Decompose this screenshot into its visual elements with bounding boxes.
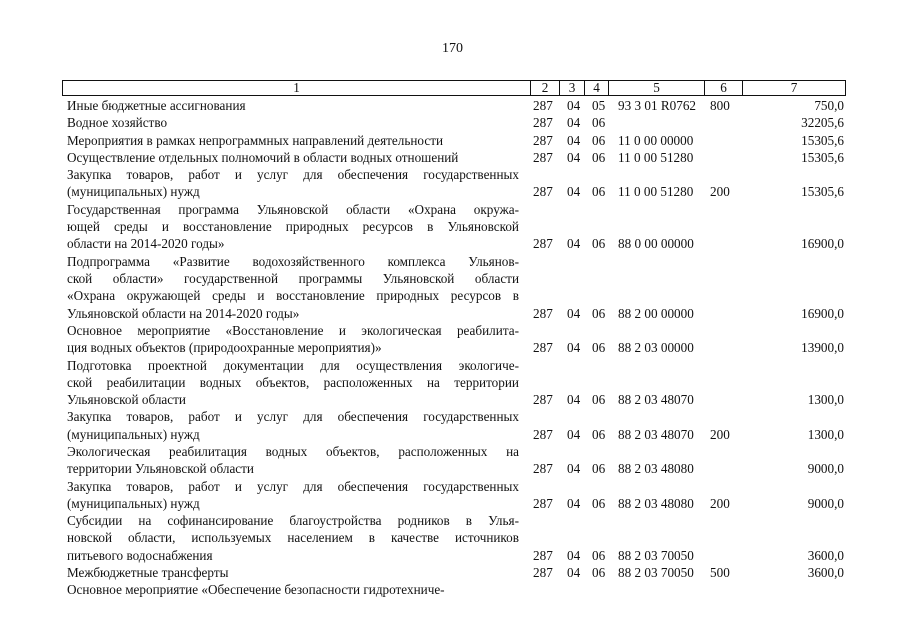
cell-c2: 287 [533, 495, 553, 511]
cell-c2: 287 [533, 461, 553, 477]
description-line: Закупка товаров, работ и услуг для обеспечения государственных [67, 409, 519, 425]
cell-c3: 04 [567, 305, 581, 321]
cell-c7: 750,0 [814, 98, 844, 113]
cell-c7: 3600,0 [807, 547, 844, 563]
description-line: Субсидии на софинансирование благоустройства родников в Улья- [67, 513, 519, 529]
cell-c3: 04 [567, 340, 581, 356]
cell-c4: 06 [592, 426, 606, 442]
description-line: ской реабилитации водных объектов, расположенных на территории [67, 374, 519, 390]
cell-c5: 88 2 03 48080 [618, 461, 694, 477]
cell-c4: 06 [592, 461, 606, 477]
cell-c5: 11 0 00 51280 [618, 184, 694, 200]
cell-c5: 11 0 00 51280 [618, 149, 694, 165]
description-line: Мероприятия в рамках непрограммных направлений деятельности [67, 132, 444, 148]
header-cell-6: 6 [720, 80, 727, 95]
row-description [67, 512, 519, 564]
table-row [0, 166, 905, 201]
cell-c7: 15305,6 [801, 149, 844, 165]
cell-c3: 04 [567, 565, 581, 581]
cell-c3: 04 [567, 495, 581, 511]
cell-c5: 88 2 00 00000 [618, 305, 694, 321]
cell-c7: 9000,0 [807, 461, 844, 477]
cell-c7: 15305,6 [801, 184, 844, 200]
table-row [0, 408, 905, 443]
row-description [67, 114, 519, 131]
cell-c6: 800 [710, 98, 730, 113]
cell-c2: 287 [533, 98, 553, 113]
row-description [67, 581, 519, 598]
cell-c7: 32205,6 [801, 115, 844, 131]
cell-c4: 06 [592, 115, 606, 131]
cell-c2: 287 [533, 132, 553, 148]
row-description [67, 253, 519, 322]
description-line: Подпрограмма «Развитие водохозяйственного комплекса Ульянов- [67, 253, 519, 269]
description-line: ской области» государственной программы Ульяновской области [67, 270, 519, 286]
cell-c3: 04 [567, 149, 581, 165]
cell-c5: 88 2 03 48080 [618, 495, 694, 511]
cell-c4: 06 [592, 392, 606, 408]
header-cell-1: 1 [293, 80, 300, 95]
description-line: Осуществление отдельных полномочий в области водных отношений [67, 149, 459, 165]
cell-c4: 06 [592, 565, 606, 581]
description-line: ция водных объектов (природоохранные мероприятия)» [67, 340, 382, 356]
description-line: области на 2014-2020 годы» [67, 236, 225, 252]
cell-c2: 287 [533, 565, 553, 581]
description-line: Водное хозяйство [67, 115, 168, 131]
cell-c4: 06 [592, 340, 606, 356]
cell-c7: 13900,0 [801, 340, 844, 356]
cell-c3: 04 [567, 184, 581, 200]
cell-c7: 15305,6 [801, 132, 844, 148]
cell-c2: 287 [533, 184, 553, 200]
cell-c7: 1300,0 [807, 392, 844, 408]
table-row [0, 322, 905, 357]
description-line: «Охрана окружающей среды и восстановление природных ресурсов в [67, 288, 519, 304]
description-line: Экологическая реабилитация водных объектов, расположенных на [67, 444, 519, 459]
cell-c5: 88 0 00 00000 [618, 236, 694, 252]
cell-c6: 200 [710, 184, 730, 200]
table-row [0, 512, 905, 564]
cell-c2: 287 [533, 392, 553, 408]
description-line: ющей среды и восстановление природных ресурсов в Ульяновской [67, 219, 519, 235]
cell-c6: 200 [710, 495, 730, 511]
description-line: питьевого водоснабжения [67, 547, 213, 563]
cell-c7: 9000,0 [807, 495, 844, 511]
cell-c2: 287 [533, 426, 553, 442]
row-description [67, 166, 519, 201]
cell-c2: 287 [533, 547, 553, 563]
table-header [62, 80, 846, 96]
row-description [67, 201, 519, 253]
table-row [0, 253, 905, 322]
cell-c3: 04 [567, 426, 581, 442]
row-description [67, 478, 519, 513]
description-line: Закупка товаров, работ и услуг для обеспечения государственных [67, 478, 519, 494]
description-line: Закупка товаров, работ и услуг для обеспечения государственных [67, 167, 519, 183]
description-line: Ульяновской области на 2014-2020 годы» [67, 305, 300, 321]
table-row [0, 478, 905, 513]
cell-c2: 287 [533, 115, 553, 131]
cell-c5: 88 2 03 00000 [618, 340, 694, 356]
header-cell-4: 4 [593, 80, 600, 95]
row-description [67, 408, 519, 443]
cell-c5: 88 2 03 70050 [618, 547, 694, 563]
row-description [67, 97, 519, 114]
cell-c4: 06 [592, 305, 606, 321]
cell-c4: 06 [592, 547, 606, 563]
row-description [67, 322, 519, 357]
cell-c3: 04 [567, 547, 581, 563]
cell-c7: 16900,0 [801, 305, 844, 321]
description-line: (муниципальных) нужд [67, 495, 200, 511]
row-description [67, 132, 519, 149]
description-line: (муниципальных) нужд [67, 426, 200, 442]
row-description [67, 357, 519, 409]
cell-c4: 06 [592, 132, 606, 148]
description-line: Основное мероприятие «Обеспечение безопасности гидротехниче- [67, 582, 445, 598]
cell-c3: 04 [567, 392, 581, 408]
row-description [67, 564, 519, 581]
cell-c6: 500 [710, 565, 730, 581]
header-cell-7: 7 [790, 80, 798, 95]
table-row [0, 564, 905, 581]
table-row [0, 97, 905, 114]
cell-c5: 93 3 01 R0762 [618, 98, 697, 113]
cell-c7: 16900,0 [801, 236, 844, 252]
cell-c4: 06 [592, 149, 606, 165]
cell-c5: 11 0 00 00000 [618, 132, 694, 148]
cell-c3: 04 [567, 461, 581, 477]
cell-c3: 04 [567, 132, 581, 148]
description-line: Подготовка проектной документации для осуществления экологиче- [67, 357, 519, 373]
cell-c2: 287 [533, 149, 553, 165]
description-line: Основное мероприятие «Восстановление и экологическая реабилита- [67, 322, 519, 338]
cell-c6: 200 [710, 426, 730, 442]
cell-c4: 06 [592, 184, 606, 200]
description-line: (муниципальных) нужд [67, 184, 200, 200]
page-number: 170 [442, 41, 463, 56]
header-cell-5: 5 [653, 80, 660, 95]
cell-c4: 06 [592, 236, 606, 252]
table-row [0, 443, 905, 478]
cell-c5: 88 2 03 48070 [618, 426, 694, 442]
cell-c2: 287 [533, 236, 553, 252]
header-cell-2: 2 [541, 80, 549, 95]
cell-c3: 04 [567, 236, 581, 252]
table-row [0, 201, 905, 253]
cell-c3: 04 [567, 98, 581, 113]
table-row [0, 132, 905, 149]
description-line: территории Ульяновской области [67, 461, 254, 477]
description-line: Государственная программа Ульяновской области «Охрана окружа- [67, 201, 519, 217]
description-line: новской области, используемых населением в качестве источников [67, 530, 519, 546]
cell-c2: 287 [533, 340, 553, 356]
description-line: Ульяновской области [67, 392, 186, 408]
table-row [0, 114, 905, 131]
cell-c4: 05 [592, 98, 606, 113]
description-line: Иные бюджетные ассигнования [67, 98, 246, 113]
cell-c7: 3600,0 [807, 565, 844, 581]
row-description [67, 149, 519, 166]
table-row [0, 357, 905, 409]
row-description [67, 443, 519, 478]
table-row [0, 581, 905, 598]
cell-c7: 1300,0 [807, 426, 844, 442]
header-cell-3: 3 [568, 80, 576, 95]
cell-c3: 04 [567, 115, 581, 131]
cell-c5: 88 2 03 70050 [618, 565, 694, 581]
cell-c4: 06 [592, 495, 606, 511]
description-line: Межбюджетные трансферты [67, 565, 229, 581]
table-row [0, 149, 905, 166]
cell-c2: 287 [533, 305, 553, 321]
cell-c5: 88 2 03 48070 [618, 392, 694, 408]
